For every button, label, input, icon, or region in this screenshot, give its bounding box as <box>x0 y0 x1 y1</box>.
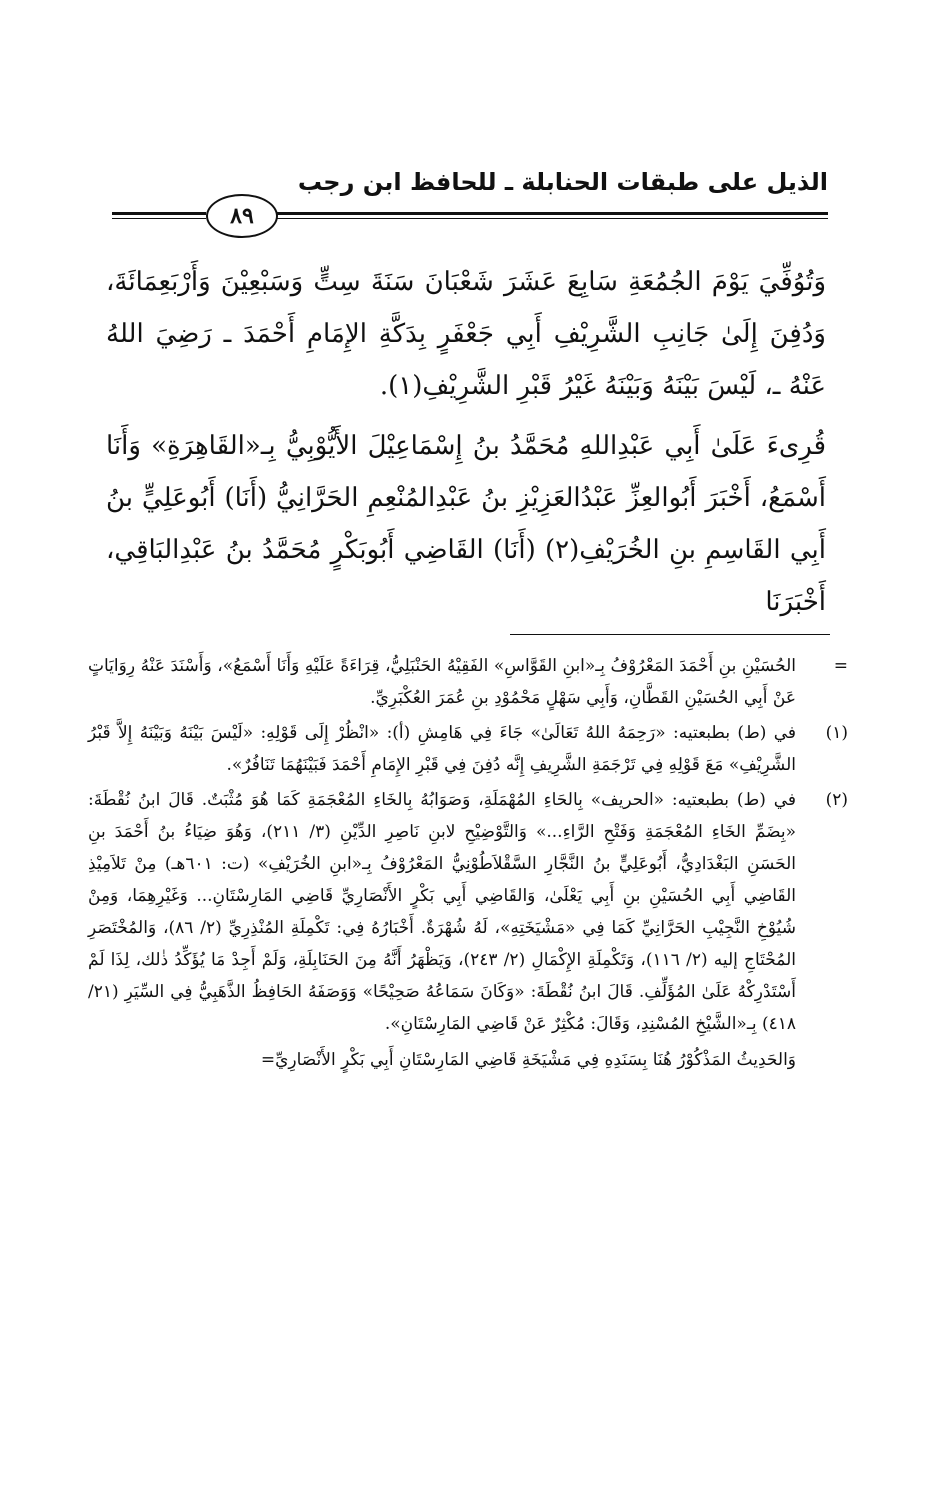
footnote-text: في (ط) بطبعتيه: «رَحِمَهُ اللهُ تَعَالَىٰ» جَاءَ فِي هَامِشِ (أ): «انْظُرْ إِلَى قَوْلِهِ: «لَيْسَ بَيْنَهُ وَبَيْنَهُ إِلاَّ قَبْرُ الشَّرِيْفِ» مَعَ قَوْلِهِ فِي تَرْجَمَةِ الشَّرِيفِ إِنَّه دُفِنَ فِي قَبْرِ الإِمَامِ أَحْمَدَ فَبَيْنَهُمَا تَنَافُرٌ». <box>88 723 796 775</box>
main-paragraph-death: وَتُوُفِّيَ يَوْمَ الجُمُعَةِ سَابِعَ عَشَرَ شَعْبَانَ سَنَةَ سِتٍّ وَسَبْعِيْنَ وَأَرْبَعِمَائَةَ، وَدُفِنَ إِلَىٰ جَانِبِ الشَّرِيْفِ أَبِي جَعْفَرٍ بِدَكَّةِ الإِمَامِ أَحْمَدَ ـ رَضِيَ اللهُ عَنْهُ ـ، لَيْسَ بَيْنَهُ وَبَيْنَهُ غَيْرُ قَبْرِ الشَّرِيْفِ(١). <box>106 267 826 401</box>
footnote-marker: (٢) <box>825 790 848 810</box>
main-paragraph-isnad: قُرِىءَ عَلَىٰ أَبِي عَبْدِاللهِ مُحَمَّدُ بنُ إِسْمَاعِيْلَ الأَيُّوْبِيُّ بِـ«القَاهِرَةِ» وَأَنَا أَسْمَعُ، أَخْبَرَ أَبُوالعِزِّ عَبْدُالعَزِيْزِ بنُ عَبْدِالمُنْعِمِ الحَرَّانِيُّ (أَنَا) أَبُوعَلِيٍّ بنُ أَبِي القَاسِمِ بنِ الخُرَيْفِ(٢) (أَنَا) القَاضِي أَبُوبَكْرٍ مُحَمَّدُ بنُ عَبْدِالبَاقِي، أَخْبَرَنَا <box>106 431 826 617</box>
header-rule-left <box>112 212 206 219</box>
footnote-1 <box>88 717 848 781</box>
footnote-2 <box>88 784 848 1040</box>
footnote-continued <box>88 650 848 714</box>
footnote-separator <box>510 634 830 635</box>
footnote-continuation: وَالحَدِيثُ المَذْكُوْرُ هُنَا بِسَنَدِهِ فِي مَشْيَخَةِ قَاضِي المَارِسْتَانِ أَبِي بَكْرٍ الأَنْصَارِيِّ= <box>260 1050 796 1070</box>
page-number: ٨٩ <box>206 194 278 238</box>
footnotes <box>88 650 848 1076</box>
footnote-text: في (ط) بطبعتيه: «الحريف» بِالحَاءِ المُهْمَلَةِ، وَصَوَابُهُ بِالخَاءِ المُعْجَمَةِ كَمَا هُوَ مُثْبَتٌ. قَالَ ابنُ نُقْطَةَ: «بِضَمِّ الخَاءِ المُعْجَمَةِ وَفَتْحِ الرَّاءِ...» وَالتَّوْضِيْحِ لابنِ نَاصِرِ الدِّيْنِ (٣/ ٢١١)، وَهُوَ ضِيَاءُ بنُ أَحْمَدَ بنِ الحَسَنِ البَغْدَادِيُّ، أَبُوعَلِيٍّ بنُ النَّجَّارِ السَّقْلاَطُوْنِيُّ المَعْرُوْفُ بِـ«ابنِ الخُرَيْفِ» (ت: ٦٠١هـ) مِنْ تَلاَمِيْذِ القَاضِي أَبِي الحُسَيْنِ بنِ أَبِي يَعْلَىٰ، وَالقَاضِي أَبِي بَكْرٍ الأَنْصَارِيِّ قَاضِي المَارِسْتَانِ... وَغَيْرِهِمَا، وَمِنْ شُيُوْخِ النَّجِيْبِ الحَرَّانِيِّ كَمَا فِي «مَشْيَخَتِهِ»، لَهُ شُهْرَةٌ. أَخْبَارُهُ فِي: تَكْمِلَةِ المُنْذِرِيِّ (٢/ ٨٦)، وَالمُخْتَصَرِ المُحْتَاجِ إليه (٢/ ١١٦)، وَتَكْمِلَةِ الإِكْمَالِ (٢/ ٢٤٣)، وَيَظْهَرُ أَنَّهُ مِنَ الحَنَابِلَةِ، وَلَمْ أَجِدْ مَا يُؤَكِّدُ ذٰلك، لِذَا لَمْ أَسْتَدْرِكْهُ عَلَىٰ المُؤَلِّفِ. قَالَ ابنُ نُقْطَةَ: «وَكَانَ سَمَاعُهُ صَحِيْحًا» وَوَصَفَهُ الحَافِظُ الذَّهَبِيُّ فِي السِّيَرِ (٢١/ ٤١٨) بِـ«الشَّيْخِ المُسْنِدِ، وَقَالَ: مُكْثِرٌ عَنْ قَاضِي المَارِسْتَانِ». <box>88 790 797 1034</box>
footnote-marker: (١) <box>825 723 848 743</box>
header-rule-right <box>276 212 828 219</box>
main-text <box>106 256 826 628</box>
running-title: الذيل على طبقات الحنابلة ـ للحافظ ابن رجب <box>297 168 828 196</box>
footnote-marker: = <box>833 656 848 676</box>
footnote-text: الحُسَيْنِ بنِ أَحْمَدَ المَعْرُوْفُ بِـ«ابنِ القَوَّاسِ» الفَقِيْهُ الحَنْبَلِيُّ، قِرَاءَةً عَلَيْهِ وَأَنَا أَسْمَعُ»، وَأَسْنَدَ عَنْهُ رِوَايَاتٍ عَنْ أَبِي الحُسَيْنِ القَطَّانِ، وَأَبِي سَهْلٍ مَحْمُوْدِ بنِ عُمَرَ العُكْبَرِيِّ. <box>88 656 796 708</box>
